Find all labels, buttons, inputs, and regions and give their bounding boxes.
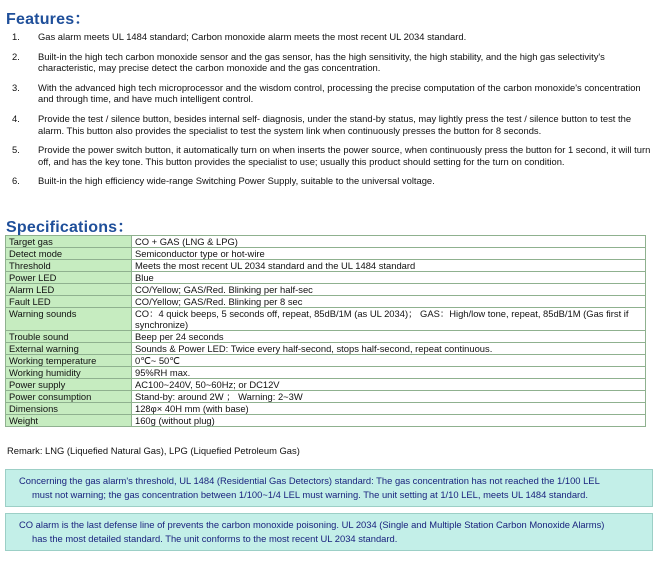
spec-value: 0℃~ 50℃	[132, 355, 646, 367]
table-row	[6, 331, 646, 343]
feature-item	[12, 113, 652, 136]
spec-label: Dimensions	[6, 403, 132, 415]
spec-label: Detect mode	[6, 248, 132, 260]
feature-number: 1.	[12, 31, 20, 42]
table-row	[6, 236, 646, 248]
feature-number: 4.	[12, 112, 20, 124]
feature-number: 3.	[12, 81, 20, 93]
remark-text: Remark: LNG (Liquefied Natural Gas), LPG (Liquefied Petroleum Gas)	[7, 445, 300, 456]
spec-value: Meets the most recent UL 2034 standard and the UL 1484 standard	[132, 260, 646, 272]
table-row	[6, 379, 646, 391]
co-note-line: CO alarm is the last defense line of prevents the carbon monoxide poisoning. UL 2034 (Single and Multiple Station Carbon Monoxide Alarms)	[19, 519, 605, 530]
feature-text: Built-in the high efficiency wide-range Switching Power Supply, suitable to the universal voltage.	[38, 175, 435, 187]
spec-value: AC100~240V, 50~60Hz; or DC12V	[132, 379, 646, 391]
feature-text: With the advanced high tech microprocessor and the wisdom control, processing the precise computation of the carbon monoxide's concentration and through time, and have much intelligent control.	[38, 81, 641, 105]
spec-value: CO/Yellow; GAS/Red. Blinking per half-sec	[132, 284, 646, 296]
spec-label: Fault LED	[6, 296, 132, 308]
co-alarm-note-box	[5, 513, 653, 551]
feature-item	[12, 82, 652, 105]
spec-label: External warning	[6, 343, 132, 355]
specifications-heading: Specifications：	[6, 219, 134, 236]
table-row	[6, 272, 646, 284]
table-row	[6, 260, 646, 272]
spec-value: Sounds & Power LED: Twice every half-second, stops half-second, repeat continuous.	[132, 343, 646, 355]
spec-label: Power supply	[6, 379, 132, 391]
spec-value: CO：4 quick beeps, 5 seconds off, repeat, 85dB/1M (as UL 2034)； GAS：High/low tone, repeat, 85dB/1M (Gas first if synchronize)	[132, 308, 646, 331]
spec-label: Target gas	[6, 236, 132, 248]
feature-number: 5.	[12, 144, 20, 156]
spec-value: Semiconductor type or hot-wire	[132, 248, 646, 260]
spec-label: Power LED	[6, 272, 132, 284]
features-heading: Features：	[6, 11, 91, 28]
threshold-note-line: must not warning; the gas concentration between 1/100~1/4 LEL must warning. The unit setting at 1/10 LEL, meets UL 1484 standard.	[32, 488, 588, 500]
table-row	[6, 367, 646, 379]
table-row	[6, 403, 646, 415]
table-row	[6, 343, 646, 355]
features-list	[12, 31, 652, 195]
table-row	[6, 308, 646, 331]
feature-number: 6.	[12, 175, 20, 187]
threshold-note-line: Concerning the gas alarm's threshold, UL 1484 (Residential Gas Detectors) standard: The gas concentration has not reached the 1/100 LEL	[19, 475, 600, 486]
feature-number: 2.	[12, 50, 20, 62]
feature-item	[12, 31, 652, 43]
feature-text: Gas alarm meets UL 1484 standard; Carbon monoxide alarm meets the most recent UL 2034 standard.	[38, 31, 467, 42]
table-row	[6, 415, 646, 427]
spec-value: Blue	[132, 272, 646, 284]
spec-value: CO/Yellow; GAS/Red. Blinking per 8 sec	[132, 296, 646, 308]
feature-text: Provide the power switch button, it automatically turn on when inserts the power source, when continuously press the button for 1 second, it will turn off, and has the key tone. This button provides the specialist to use; usually this product should setting for the turn on condition.	[38, 144, 651, 167]
spec-label: Alarm LED	[6, 284, 132, 296]
feature-item	[12, 51, 652, 74]
spec-label: Working humidity	[6, 367, 132, 379]
spec-value: 128φ× 40H mm (with base)	[132, 403, 646, 415]
spec-label: Weight	[6, 415, 132, 427]
spec-label: Trouble sound	[6, 331, 132, 343]
table-row	[6, 355, 646, 367]
spec-value: 95%RH max.	[132, 367, 646, 379]
feature-text: Provide the test / silence button, besides internal self- diagnosis, under the stand-by status, may lightly press the test / silence button to test the alarm. This button also provides the specialist to test the system link when continuously presses the button for 8 seconds.	[38, 112, 632, 136]
table-row	[6, 296, 646, 308]
specifications-table	[5, 235, 646, 427]
threshold-note-box	[5, 469, 653, 507]
table-row	[6, 391, 646, 403]
spec-label: Working temperature	[6, 355, 132, 367]
table-row	[6, 284, 646, 296]
feature-text: Built-in the high tech carbon monoxide sensor and the gas sensor, has the high sensitivity, the high stability, and the high gas selectivity's characteristic, may precise detect the carbon monoxide and the gas concentration.	[38, 50, 605, 74]
spec-value: Stand-by: around 2W ； Warning: 2~3W	[132, 391, 646, 403]
table-row	[6, 248, 646, 260]
spec-label: Power consumption	[6, 391, 132, 403]
spec-label: Threshold	[6, 260, 132, 272]
spec-value: CO + GAS (LNG & LPG)	[132, 236, 646, 248]
feature-item	[12, 175, 652, 187]
spec-label: Warning sounds	[6, 308, 132, 331]
feature-item	[12, 144, 652, 167]
spec-value: Beep per 24 seconds	[132, 331, 646, 343]
spec-value: 160g (without plug)	[132, 415, 646, 427]
co-note-line: has the most detailed standard. The unit conforms to the most recent UL 2034 standard.	[32, 532, 398, 544]
